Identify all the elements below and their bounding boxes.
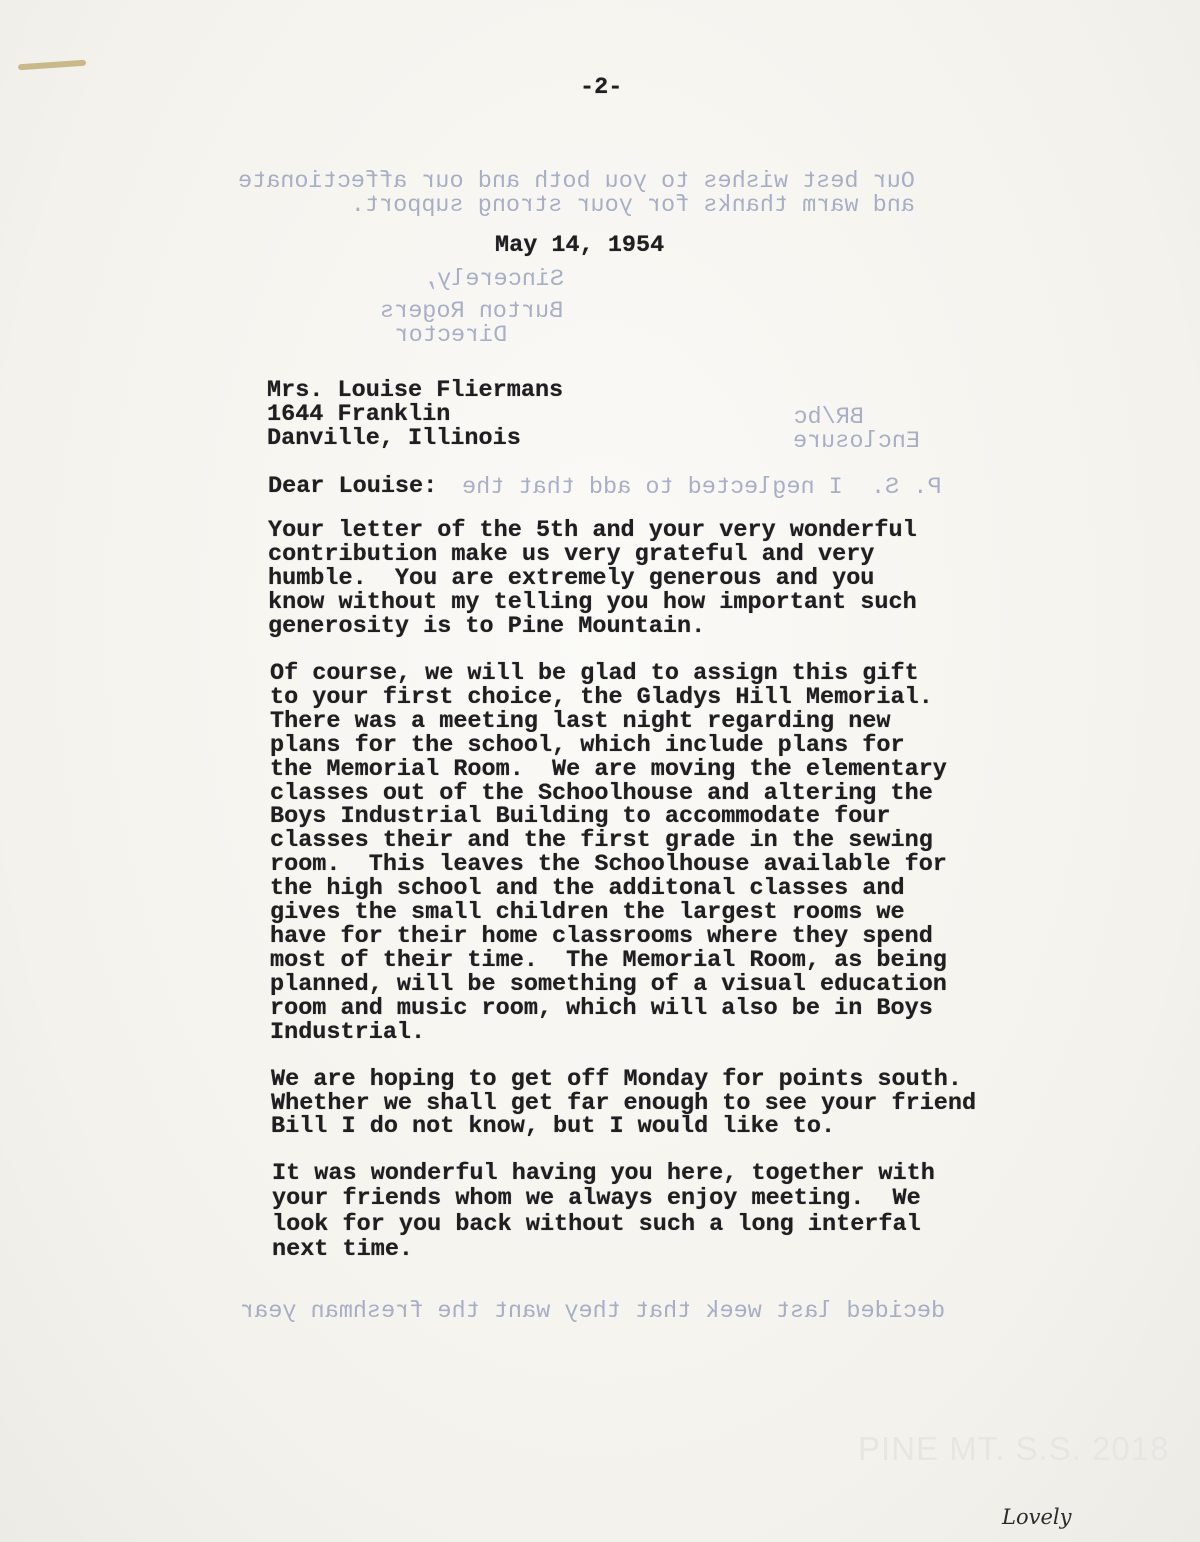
- handwritten-note: Lovely: [1002, 1505, 1072, 1529]
- address-line: Danville, Illinois: [267, 425, 521, 453]
- text-line: Bill I do not know, but I would like to.: [271, 1113, 836, 1140]
- letter-date: May 14, 1954: [495, 232, 665, 259]
- bleed-line: Our best wishes to you both and our affectionate: [238, 168, 915, 195]
- text-line: Your letter of the 5th and your very wonderful: [268, 517, 917, 544]
- text-line: Boys Industrial Building to accommodate four: [270, 803, 891, 831]
- text-line: Industrial.: [270, 1018, 426, 1046]
- paragraph-3: [271, 1068, 976, 1139]
- text-line: room and music room, which will also be in Boys: [270, 994, 933, 1022]
- text-line: We are hoping to get off Monday for points south.: [271, 1066, 963, 1093]
- address-line: Mrs. Louise Fliermans: [267, 377, 564, 404]
- paragraph-1: [268, 519, 917, 639]
- bleed-postscript-2: [240, 1300, 945, 1324]
- bleed-line: Director: [394, 322, 508, 349]
- text-line: to your first choice, the Gladys Hill Memorial.: [270, 683, 933, 711]
- text-line: next time.: [272, 1235, 414, 1263]
- text-line: the Memorial Room. We are moving the elementary: [270, 755, 947, 783]
- bleed-sign-off: Sincerely,: [423, 266, 565, 293]
- text-line: have for their home classrooms where they spend: [270, 922, 933, 950]
- recipient-address: [267, 379, 563, 451]
- text-line: contribution make us very grateful and very: [268, 541, 875, 569]
- text-line: room. This leaves the Schoolhouse available for: [270, 851, 947, 879]
- bleed-line: decided last week that they want the freshman year: [240, 1298, 946, 1325]
- bleed-signer: [380, 300, 563, 348]
- text-line: humble. You are extremely generous and you: [268, 565, 875, 593]
- text-line: It was wonderful having you here, together with: [272, 1160, 935, 1187]
- paragraph-2: [270, 662, 947, 1045]
- bleed-line: and warm thanks for your strong support.: [350, 192, 915, 219]
- text-line: classes their and the first grade in the sewing: [270, 827, 933, 855]
- text-line: gives the small children the largest rooms we: [270, 899, 905, 927]
- text-line: the high school and the additonal classes and: [270, 875, 905, 903]
- text-line: There was a meeting last night regarding new: [270, 707, 891, 735]
- bleed-line: Enclosure: [793, 428, 920, 455]
- bleed-initials: [793, 406, 920, 454]
- text-line: know without my telling you how important such: [268, 589, 917, 617]
- text-line: your friends whom we always enjoy meeting. We: [272, 1185, 921, 1213]
- text-line: planned, will be something of a visual education: [270, 970, 947, 998]
- bleed-closing: [238, 170, 915, 218]
- text-line: generosity is to Pine Mountain.: [268, 613, 706, 641]
- text-line: look for you back without such a long interfal: [272, 1210, 921, 1238]
- bleed-line: P. S. I neglected to add that the: [462, 474, 942, 501]
- bleed-line: BR/bc: [793, 404, 864, 431]
- bleed-line: Burton Rogers: [380, 298, 564, 325]
- text-line: Whether we shall get far enough to see your friend: [271, 1089, 977, 1117]
- text-line: classes out of the Schoolhouse and altering the: [270, 779, 933, 807]
- bleed-postscript: [462, 476, 941, 500]
- text-line: plans for the school, which include plans for: [270, 731, 905, 759]
- salutation: Dear Louise:: [268, 473, 438, 500]
- text-line: Of course, we will be glad to assign this gift: [270, 660, 919, 687]
- text-line: most of their time. The Memorial Room, as being: [270, 946, 947, 974]
- page-number: -2-: [580, 74, 623, 101]
- address-line: 1644 Franklin: [267, 401, 451, 429]
- paragraph-4: [272, 1161, 935, 1262]
- archive-watermark: PINE MT. S.S. 2018: [858, 1430, 1170, 1467]
